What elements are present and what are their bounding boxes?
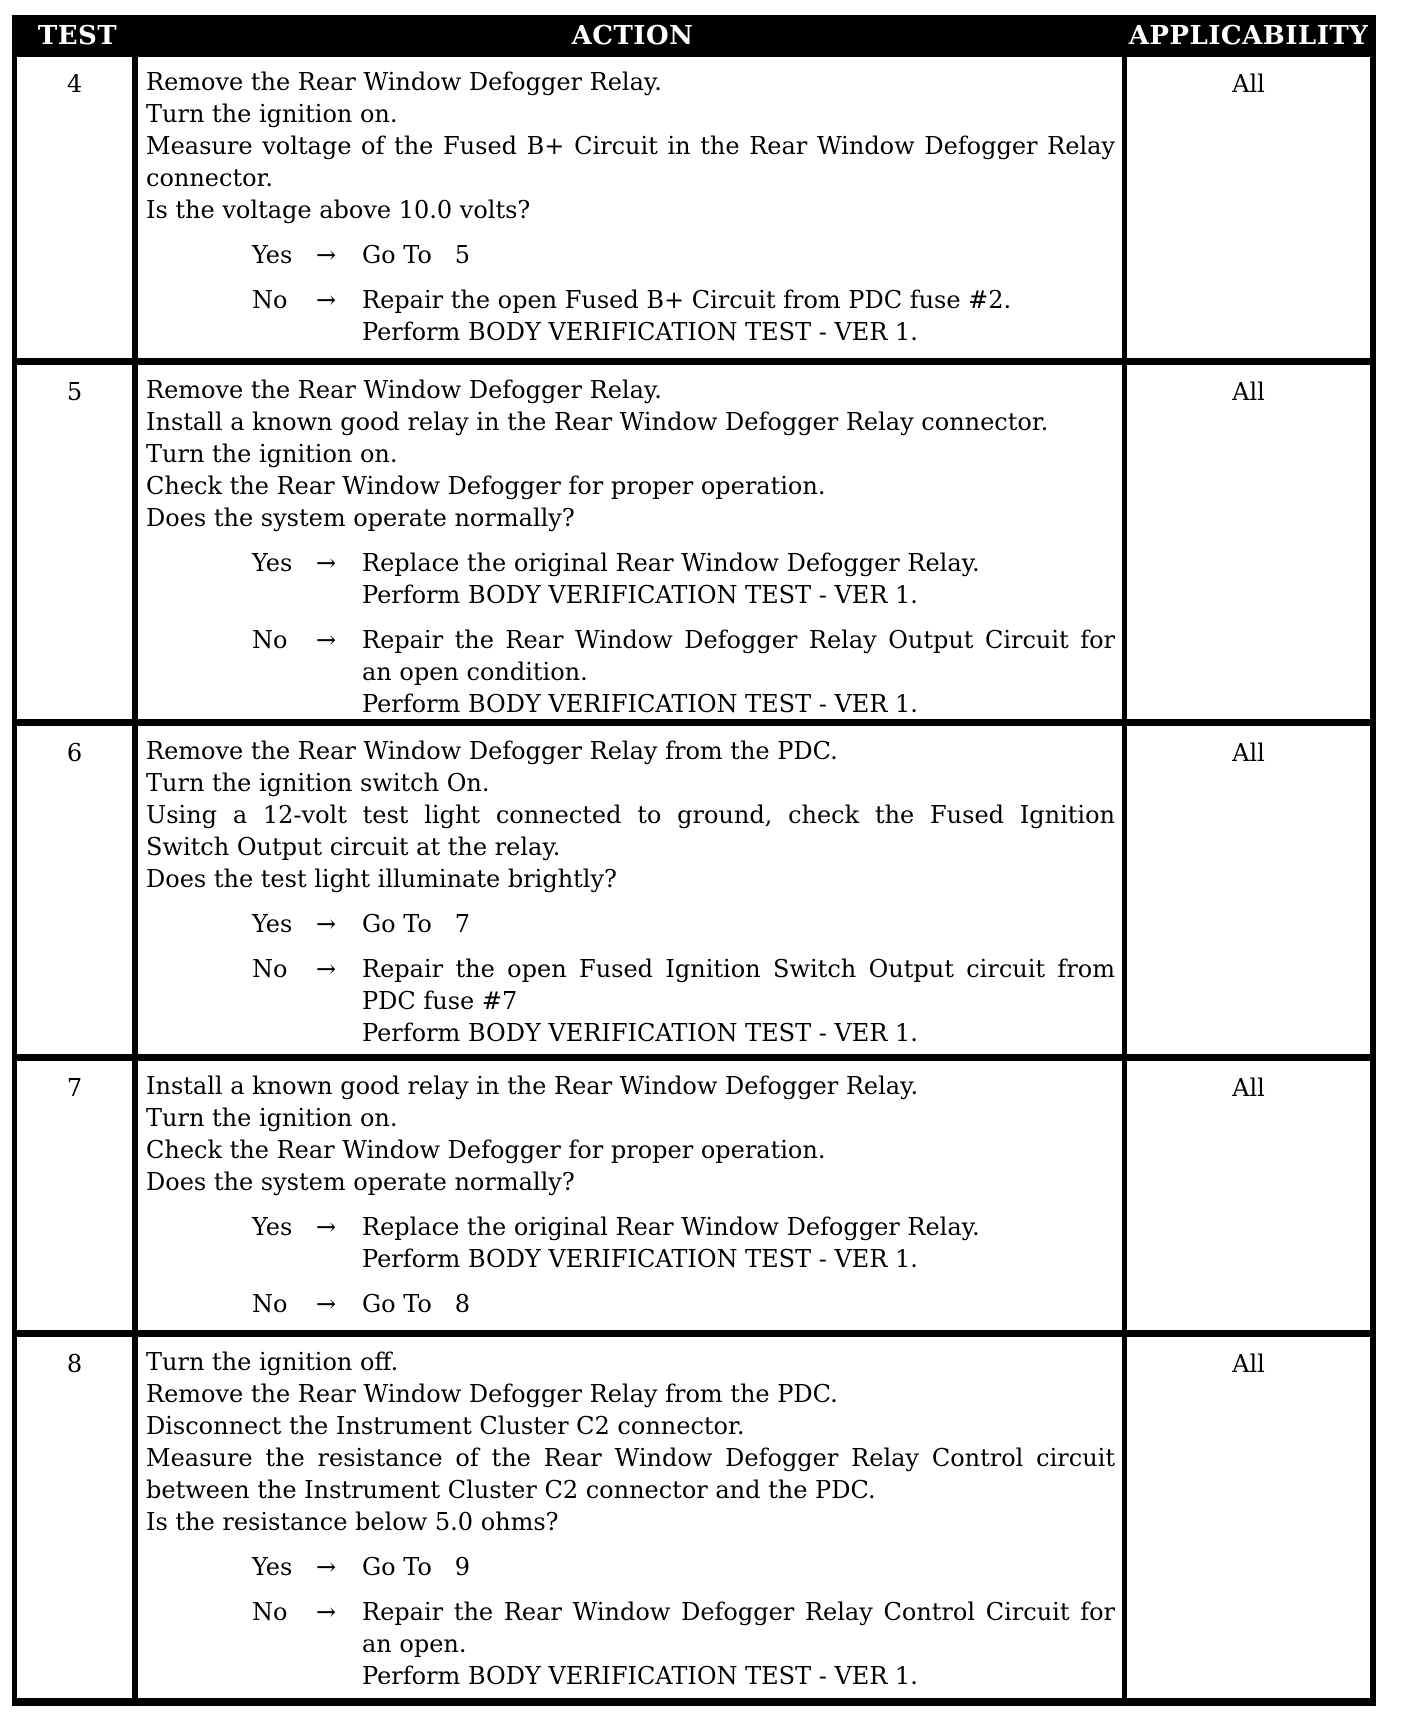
branch-label: No bbox=[252, 955, 288, 983]
applicability-cell bbox=[1127, 365, 1370, 719]
test-number-cell bbox=[17, 365, 138, 719]
arrow-right-icon: → bbox=[316, 626, 337, 654]
test-number-cell bbox=[17, 1061, 138, 1330]
applicability-cell bbox=[1127, 57, 1370, 358]
branch-label: No bbox=[252, 1598, 288, 1626]
branch-result bbox=[362, 1551, 1115, 1583]
arrow-right-icon: → bbox=[316, 1553, 337, 1581]
branch-label: Yes bbox=[252, 910, 293, 938]
branch-result-paragraph: Perform BODY VERIFICATION TEST - VER 1. bbox=[362, 1662, 918, 1690]
test-number: 6 bbox=[66, 739, 83, 767]
branch-label: No bbox=[252, 1290, 288, 1318]
applicability-cell bbox=[1127, 726, 1370, 1054]
diagnostic-test-table bbox=[12, 15, 1376, 1706]
branch-yes bbox=[252, 239, 1115, 271]
action-paragraph: Does the test light illuminate brightly? bbox=[146, 865, 617, 893]
branch-label: Yes bbox=[252, 1213, 293, 1241]
action-paragraph: Remove the Rear Window Defogger Relay. bbox=[146, 376, 662, 404]
branch-label: Yes bbox=[252, 1553, 293, 1581]
branch-result bbox=[362, 624, 1115, 719]
arrow-right-icon: → bbox=[316, 549, 337, 577]
action-paragraph: Turn the ignition on. bbox=[146, 1104, 398, 1132]
branch-result-paragraph: Replace the original Rear Window Defogger Relay. bbox=[362, 549, 980, 577]
branch-result-paragraph: Go To 7 bbox=[362, 910, 470, 938]
action-paragraph: Turn the ignition off. bbox=[146, 1348, 399, 1376]
action-paragraph: Turn the ignition on. bbox=[146, 100, 398, 128]
action-paragraph: Disconnect the Instrument Cluster C2 connector. bbox=[146, 1412, 745, 1440]
action-cell bbox=[138, 365, 1127, 719]
table-row bbox=[17, 57, 1370, 358]
branch-result-paragraph: Replace the original Rear Window Defogger Relay. bbox=[362, 1213, 980, 1241]
action-paragraph: Is the resistance below 5.0 ohms? bbox=[146, 1508, 559, 1536]
branch-no bbox=[252, 284, 1115, 348]
test-number: 7 bbox=[66, 1074, 83, 1102]
applicability-value: All bbox=[1232, 1350, 1265, 1378]
action-paragraph: Remove the Rear Window Defogger Relay from the PDC. bbox=[146, 1380, 838, 1408]
arrow-right-icon: → bbox=[316, 955, 337, 983]
action-paragraph: Check the Rear Window Defogger for proper operation. bbox=[146, 1136, 826, 1164]
branch-result-paragraph: Go To 5 bbox=[362, 241, 470, 269]
action-paragraph: Measure voltage of the Fused B+ Circuit in the Rear Window Defogger Relay connector. bbox=[146, 132, 1115, 192]
action-paragraph: Remove the Rear Window Defogger Relay from the PDC. bbox=[146, 737, 838, 765]
branch-yes bbox=[252, 1211, 1115, 1275]
branch-result-paragraph: Perform BODY VERIFICATION TEST - VER 1. bbox=[362, 1245, 918, 1273]
branch-result bbox=[362, 1288, 1115, 1320]
arrow-right-icon: → bbox=[316, 1213, 337, 1241]
test-number-cell bbox=[17, 726, 138, 1054]
branch-yes bbox=[252, 908, 1115, 940]
branch-result-paragraph: Perform BODY VERIFICATION TEST - VER 1. bbox=[362, 581, 918, 609]
action-paragraph: Turn the ignition switch On. bbox=[146, 769, 490, 797]
action-paragraph: Install a known good relay in the Rear Window Defogger Relay connector. bbox=[146, 408, 1049, 436]
applicability-cell bbox=[1127, 1061, 1370, 1330]
table-row bbox=[17, 1330, 1370, 1698]
action-cell bbox=[138, 1061, 1127, 1330]
table-body bbox=[17, 57, 1370, 1698]
test-number: 5 bbox=[66, 378, 83, 406]
action-paragraph: Install a known good relay in the Rear Window Defogger Relay. bbox=[146, 1072, 919, 1100]
header-action: ACTION bbox=[571, 21, 694, 51]
branch-result bbox=[362, 953, 1115, 1049]
branch-result-paragraph: Perform BODY VERIFICATION TEST - VER 1. bbox=[362, 318, 918, 346]
action-paragraph: Remove the Rear Window Defogger Relay. bbox=[146, 68, 662, 96]
branch-label: No bbox=[252, 286, 288, 314]
action-paragraph: Does the system operate normally? bbox=[146, 504, 575, 532]
branch-result bbox=[362, 908, 1115, 940]
arrow-right-icon: → bbox=[316, 241, 337, 269]
test-number: 4 bbox=[66, 70, 83, 98]
arrow-right-icon: → bbox=[316, 1290, 337, 1318]
branch-result-paragraph: Perform BODY VERIFICATION TEST - VER 1. bbox=[362, 690, 918, 718]
header-applicability: APPLICABILITY bbox=[1128, 21, 1369, 51]
action-cell bbox=[138, 57, 1127, 358]
action-cell bbox=[138, 1337, 1127, 1698]
test-number-cell bbox=[17, 57, 138, 358]
action-paragraph: Turn the ignition on. bbox=[146, 440, 398, 468]
action-paragraph: Does the system operate normally? bbox=[146, 1168, 575, 1196]
table-header-row bbox=[17, 15, 1370, 57]
test-number-cell bbox=[17, 1337, 138, 1698]
branch-result bbox=[362, 284, 1115, 348]
action-paragraph: Measure the resistance of the Rear Window Defogger Relay Control circuit between the Instrument Cluster C2 connector and the PDC. bbox=[146, 1444, 1115, 1504]
branch-result-paragraph: Repair the Rear Window Defogger Relay Control Circuit for an open. bbox=[362, 1598, 1115, 1658]
branch-label: Yes bbox=[252, 549, 293, 577]
branch-no bbox=[252, 624, 1115, 719]
header-test: TEST bbox=[37, 21, 118, 51]
branch-result bbox=[362, 239, 1115, 271]
branch-no bbox=[252, 1596, 1115, 1692]
action-paragraph: Check the Rear Window Defogger for proper operation. bbox=[146, 472, 826, 500]
arrow-right-icon: → bbox=[316, 1598, 337, 1626]
applicability-cell bbox=[1127, 1337, 1370, 1698]
action-cell bbox=[138, 726, 1127, 1054]
branch-result-paragraph: Go To 9 bbox=[362, 1553, 470, 1581]
applicability-value: All bbox=[1232, 1074, 1265, 1102]
applicability-value: All bbox=[1232, 378, 1265, 406]
branch-result-paragraph: Repair the open Fused Ignition Switch Output circuit from PDC fuse #7 bbox=[362, 955, 1115, 1015]
branch-result-paragraph: Repair the open Fused B+ Circuit from PDC fuse #2. bbox=[362, 286, 1012, 314]
arrow-right-icon: → bbox=[316, 910, 337, 938]
applicability-value: All bbox=[1232, 739, 1265, 767]
branch-result-paragraph: Perform BODY VERIFICATION TEST - VER 1. bbox=[362, 1019, 918, 1047]
branch-no bbox=[252, 1288, 1115, 1320]
branch-yes bbox=[252, 1551, 1115, 1583]
branch-result bbox=[362, 1596, 1115, 1692]
table-row bbox=[17, 1054, 1370, 1330]
branch-yes bbox=[252, 547, 1115, 611]
branch-result-paragraph: Repair the Rear Window Defogger Relay Output Circuit for an open condition. bbox=[362, 626, 1115, 686]
test-number: 8 bbox=[66, 1350, 83, 1378]
branch-result bbox=[362, 547, 1115, 611]
applicability-value: All bbox=[1232, 70, 1265, 98]
arrow-right-icon: → bbox=[316, 286, 337, 314]
action-paragraph: Using a 12-volt test light connected to ground, check the Fused Ignition Switch Output circuit at the relay. bbox=[146, 801, 1115, 861]
action-paragraph: Is the voltage above 10.0 volts? bbox=[146, 196, 531, 224]
branch-label: Yes bbox=[252, 241, 293, 269]
table-row bbox=[17, 719, 1370, 1054]
branch-no bbox=[252, 953, 1115, 1049]
branch-result bbox=[362, 1211, 1115, 1275]
table-row bbox=[17, 358, 1370, 719]
branch-result-paragraph: Go To 8 bbox=[362, 1290, 470, 1318]
branch-label: No bbox=[252, 626, 288, 654]
